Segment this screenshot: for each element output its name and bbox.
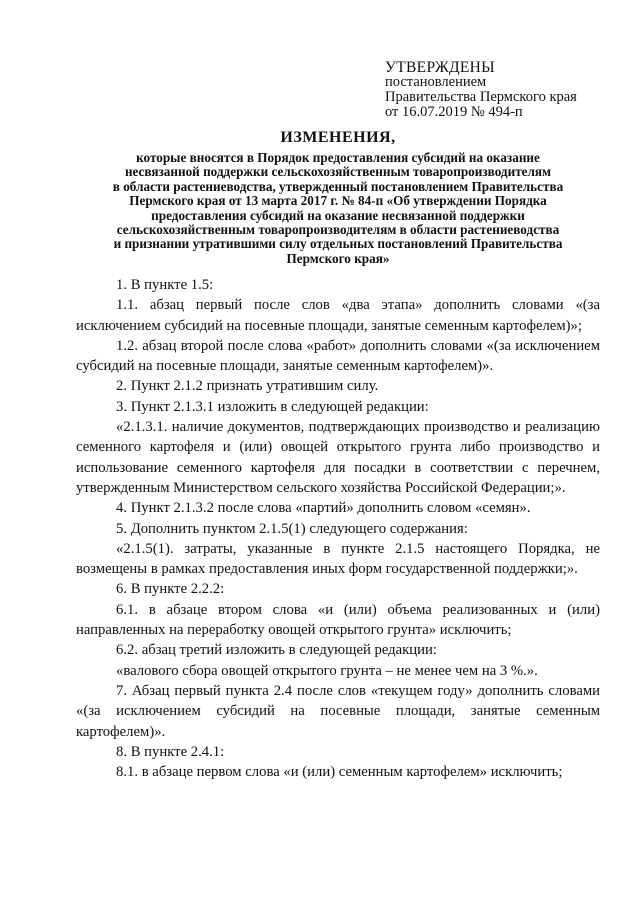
paragraph: 8. В пункте 2.4.1: — [116, 743, 225, 760]
paragraph: 1. В пункте 1.5: — [116, 277, 214, 293]
paragraph: 2. Пункт 2.1.2 признать утратившим силу. — [116, 378, 379, 395]
subtitle-line: сельскохозяйственным товаропроизводителям в области растениеводства — [116, 222, 560, 238]
paragraph: 4. Пункт 2.1.3.2 после слова «партий» дополнить словом «семян». — [116, 500, 531, 517]
paragraph: 1.1. абзац первый после слов «два этапа» дополнить словами «(за исключением субсидий на посевные площади, занятые семенным картофелем)»; — [76, 297, 600, 334]
paragraph: 8.1. в абзаце первом слова «и (или) семенным картофелем» исключить; — [116, 764, 563, 781]
subtitle-line: Пермского края от 13 марта 2017 г. № 84-п «Об утверждении Порядка — [129, 193, 547, 209]
subtitle-line: которые вносятся в Порядок предоставления субсидий на оказание — [136, 150, 540, 165]
paragraph: «2.1.5(1). затраты, указанные в пункте 2.1.5 настоящего Порядка, не возмещены в рамках предоставления иных форм государственной поддержки;». — [76, 540, 600, 578]
paragraph: «валового сбора овощей открытого грунта – не менее чем на 3 %.». — [116, 662, 538, 679]
paragraph: 1.2. абзац второй после слова «работ» дополнить словами «(за исключением субсидий на посевные площади, занятые семенным картофелем)». — [76, 337, 600, 375]
subtitle-line: предоставления субсидий на оказание несвязанной поддержки — [151, 207, 525, 223]
subtitle-line: Пермского края» — [286, 250, 390, 266]
approval-line: от 16.07.2019 № 494-п — [385, 104, 523, 120]
paragraph: 6. В пункте 2.2.2: — [116, 581, 225, 598]
subtitle-line: несвязанной поддержки сельскохозяйственным товаропроизводителям — [124, 164, 552, 180]
subtitle-line: в области растениеводства, утвержденный постановлением Правительства — [112, 178, 564, 194]
paragraph: 6.2. абзац третий изложить в следующей редакции: — [116, 642, 437, 659]
approval-heading: УТВЕРЖДЕНЫ — [385, 59, 495, 76]
approval-line: Правительства Пермского края — [385, 89, 577, 105]
document-title: ИЗМЕНЕНИЯ, — [280, 129, 396, 146]
approval-stamp — [385, 60, 577, 120]
subtitle-line: и признании утратившими силу отдельных постановлений Правительства — [113, 236, 563, 252]
paragraph: 5. Дополнить пунктом 2.1.5(1) следующего содержания: — [116, 520, 468, 537]
document-subtitle — [74, 151, 602, 266]
paragraph: 7. Абзац первый пункта 2.4 после слов «текущем году» дополнить словами «(за исключением субсидий на посевные площади, занятые семенным картофелем)». — [76, 682, 600, 740]
paragraph: «2.1.3.1. наличие документов, подтверждающих производство и реализацию семенного картофеля и (или) овощей открытого грунта либо производство и использование семенного картофеля для посадки в соответствии с перечнем, утвержденным Министерством сельского хозяйства Российской Федерации;». — [76, 419, 600, 496]
document-body — [76, 275, 600, 782]
paragraph: 6.1. в абзаце втором слова «и (или) объема реализованных и (или) направленных на переработку овощей открытого грунта» исключить; — [76, 601, 600, 639]
paragraph: 3. Пункт 2.1.3.1 изложить в следующей редакции: — [116, 398, 429, 415]
approval-line: постановлением — [385, 74, 487, 90]
